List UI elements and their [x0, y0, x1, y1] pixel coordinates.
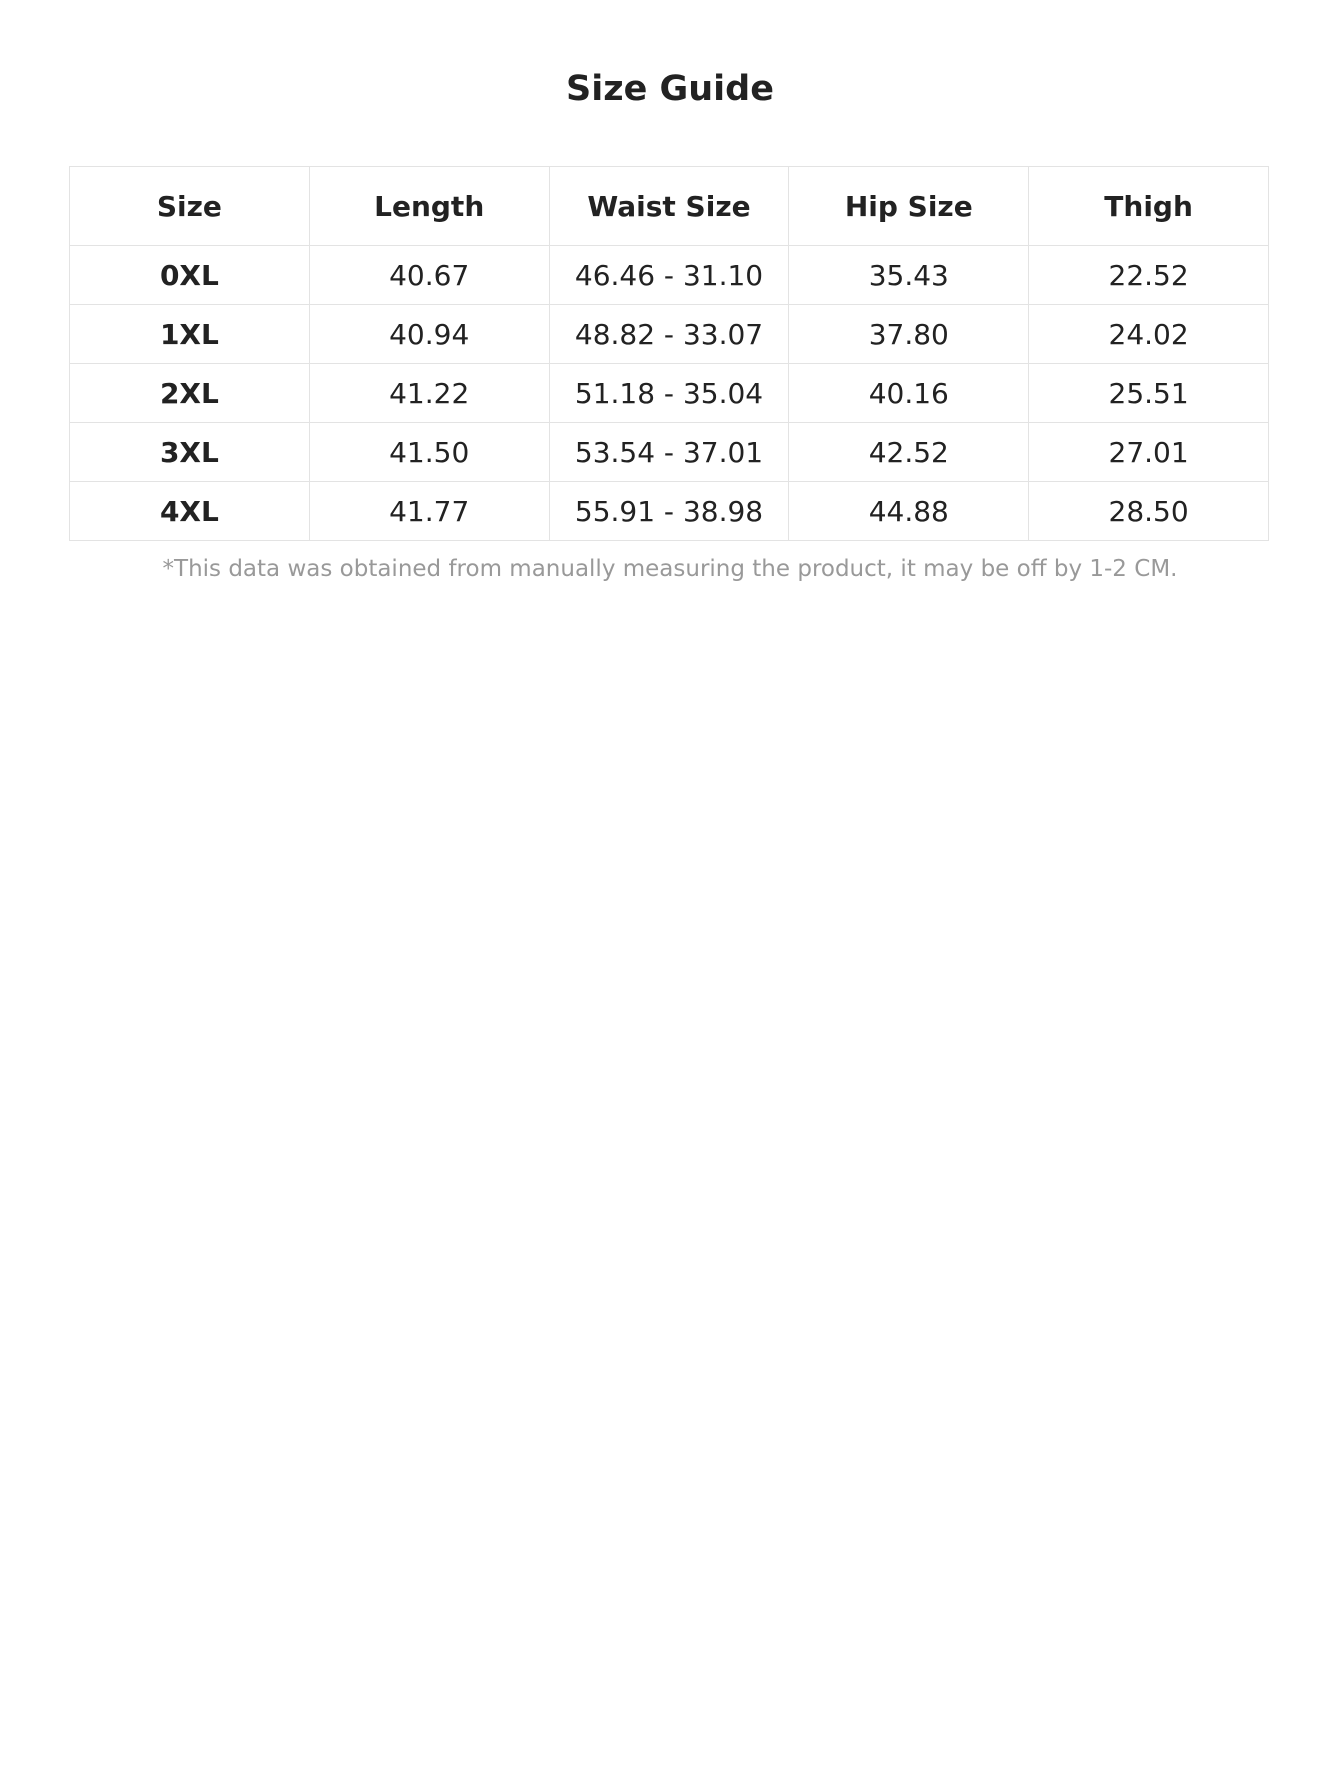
cell-waist: 48.82 - 33.07 — [549, 305, 789, 364]
header-waist-size: Waist Size — [549, 167, 789, 246]
size-table — [69, 166, 1269, 541]
cell-thigh: 22.52 — [1029, 246, 1269, 305]
table-row — [70, 482, 1269, 541]
cell-hip: 35.43 — [789, 246, 1029, 305]
measurement-note: *This data was obtained from manually measuring the product, it may be off by 1-2 CM. — [162, 556, 1178, 582]
cell-length: 40.67 — [309, 246, 549, 305]
cell-waist: 46.46 - 31.10 — [549, 246, 789, 305]
cell-hip: 44.88 — [789, 482, 1029, 541]
header-length: Length — [309, 167, 549, 246]
table-row — [70, 364, 1269, 423]
cell-hip: 42.52 — [789, 423, 1029, 482]
cell-thigh: 25.51 — [1029, 364, 1269, 423]
header-thigh: Thigh — [1029, 167, 1269, 246]
cell-hip: 37.80 — [789, 305, 1029, 364]
cell-thigh: 27.01 — [1029, 423, 1269, 482]
table-row — [70, 305, 1269, 364]
cell-length: 40.94 — [309, 305, 549, 364]
cell-size: 3XL — [70, 423, 310, 482]
table-row — [70, 423, 1269, 482]
header-size: Size — [70, 167, 310, 246]
page-title: Size Guide — [566, 69, 774, 109]
header-hip-size: Hip Size — [789, 167, 1029, 246]
cell-size: 0XL — [70, 246, 310, 305]
table-row — [70, 246, 1269, 305]
cell-length: 41.22 — [309, 364, 549, 423]
cell-size: 2XL — [70, 364, 310, 423]
cell-length: 41.77 — [309, 482, 549, 541]
cell-thigh: 24.02 — [1029, 305, 1269, 364]
cell-waist: 53.54 - 37.01 — [549, 423, 789, 482]
cell-waist: 55.91 - 38.98 — [549, 482, 789, 541]
cell-waist: 51.18 - 35.04 — [549, 364, 789, 423]
cell-hip: 40.16 — [789, 364, 1029, 423]
cell-size: 4XL — [70, 482, 310, 541]
table-header-row — [70, 167, 1269, 246]
cell-thigh: 28.50 — [1029, 482, 1269, 541]
cell-size: 1XL — [70, 305, 310, 364]
cell-length: 41.50 — [309, 423, 549, 482]
